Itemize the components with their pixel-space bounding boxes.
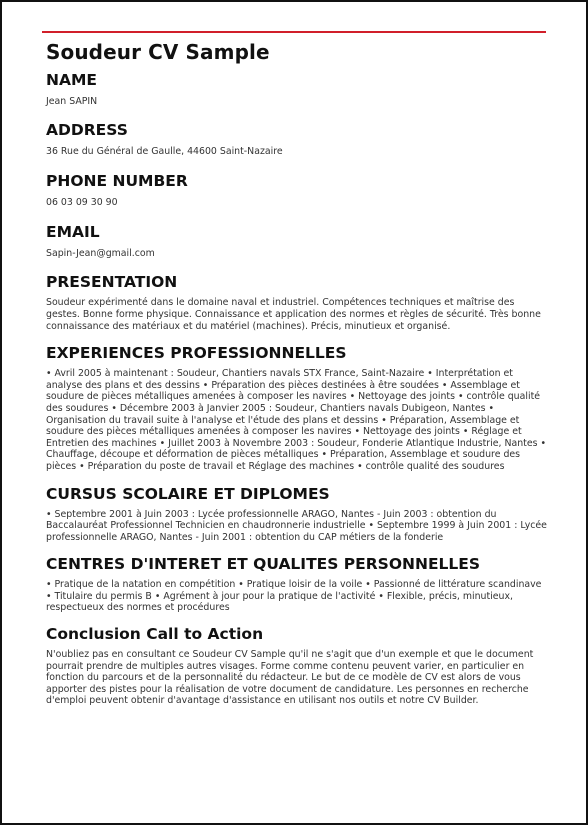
section-heading-conclusion: Conclusion Call to Action bbox=[46, 625, 264, 644]
section-heading-cursus: CURSUS SCOLAIRE ET DIPLOMES bbox=[46, 484, 330, 503]
name-value: Jean SAPIN bbox=[46, 96, 98, 107]
section-email bbox=[46, 221, 548, 260]
section-heading-name: NAME bbox=[46, 71, 97, 89]
centres-text: • Pratique de la natation en compétition • Pratique loisir de la voile • Passionné de littérature scandinave • Titulaire du permis B • Agrément à jour pour la pratique de l'activité • Flexible, précis, minutieux, respectueux des normes et procédures bbox=[46, 579, 542, 614]
section-cursus bbox=[46, 483, 548, 544]
presentation-text: Soudeur expérimenté dans le domaine naval et industriel. Compétences techniques et maîtrise des gestes. Bonne forme physique. Connaissance et application des normes et règles de sécurité. Très bonne connaissance des matériaux et du matériel (machines). Précis, minutieux et organisé. bbox=[46, 297, 541, 332]
section-heading-email: EMAIL bbox=[46, 222, 100, 241]
experiences-text: • Avril 2005 à maintenant : Soudeur, Chantiers navals STX France, Saint-Nazaire • Interprétation et analyse des plans et des dessins • Préparation des pièces destinées à être soudées • Assemblage et soudure de pièces métalliques amenées à composer les navires • Nettoyage des joints • contrôle qualité des soudures • Décembre 2003 à Janvier 2005 : Soudeur, Chantiers navals Dubigeon, Nantes • Organisation du travail suite à l'analyse et l'étude des plans et dessins • Préparation, Assemblage et soudure des pièces métalliques amenées à composer les navires • Nettoyage des joints • Réglage et Entretien des machines • Juillet 2003 à Novembre 2003 : Soudeur, Fonderie Atlantique Industrie, Nantes • Chauffage, découpe et déformation de pièces métalliques • Préparation, Assemblage et soudure des pièces • Préparation du poste de travail et Réglage des machines • contrôle qualité des soudures bbox=[46, 368, 546, 472]
cv-content bbox=[46, 39, 548, 707]
section-conclusion bbox=[46, 623, 548, 707]
cursus-text: • Septembre 2001 à Juin 2003 : Lycée professionnelle ARAGO, Nantes - Juin 2003 : obtention du Baccalauréat Professionnel Technicien en chaudronnerie industrielle • Septembre 1999 à Juin 2001 : Lycée professionnelle ARAGO, Nantes - Juin 2001 : obtention du CAP métiers de la fonderie bbox=[46, 508, 547, 543]
section-heading-phone: PHONE NUMBER bbox=[46, 172, 188, 191]
section-presentation bbox=[46, 271, 548, 332]
section-experiences bbox=[46, 342, 548, 472]
section-phone bbox=[46, 170, 548, 209]
section-heading-address: ADDRESS bbox=[46, 120, 128, 139]
email-value: Sapin-Jean@gmail.com bbox=[46, 247, 155, 259]
section-name bbox=[46, 69, 548, 108]
conclusion-text: N'oubliez pas en consultant ce Soudeur CV Sample qu'il ne s'agit que d'un exemple et que le document pourrait prendre de multiples autres visages. Forme comme contenu peuvent varier, en particulier en fonction du parcours et de la personnalité du rédacteur. Le but de ce modèle de CV est alors de vous apporter des pistes pour la réalisation de votre document de candidature. Les personnes en recherche d'emploi peuvent obtenir d'avantage d'assistance en utilisant nos outils et notre CV Builder. bbox=[46, 649, 534, 707]
section-centres bbox=[46, 553, 548, 614]
address-value: 36 Rue du Général de Gaulle, 44600 Saint-Nazaire bbox=[46, 145, 283, 157]
phone-value: 06 03 09 30 90 bbox=[46, 197, 118, 209]
section-address bbox=[46, 119, 548, 158]
section-heading-presentation: PRESENTATION bbox=[46, 273, 178, 292]
page-title: Soudeur CV Sample bbox=[46, 40, 270, 64]
section-heading-experiences: EXPERIENCES PROFESSIONNELLES bbox=[46, 344, 347, 363]
section-heading-centres: CENTRES D'INTERET ET QUALITES PERSONNELLES bbox=[46, 555, 481, 574]
top-accent-line bbox=[42, 31, 546, 33]
